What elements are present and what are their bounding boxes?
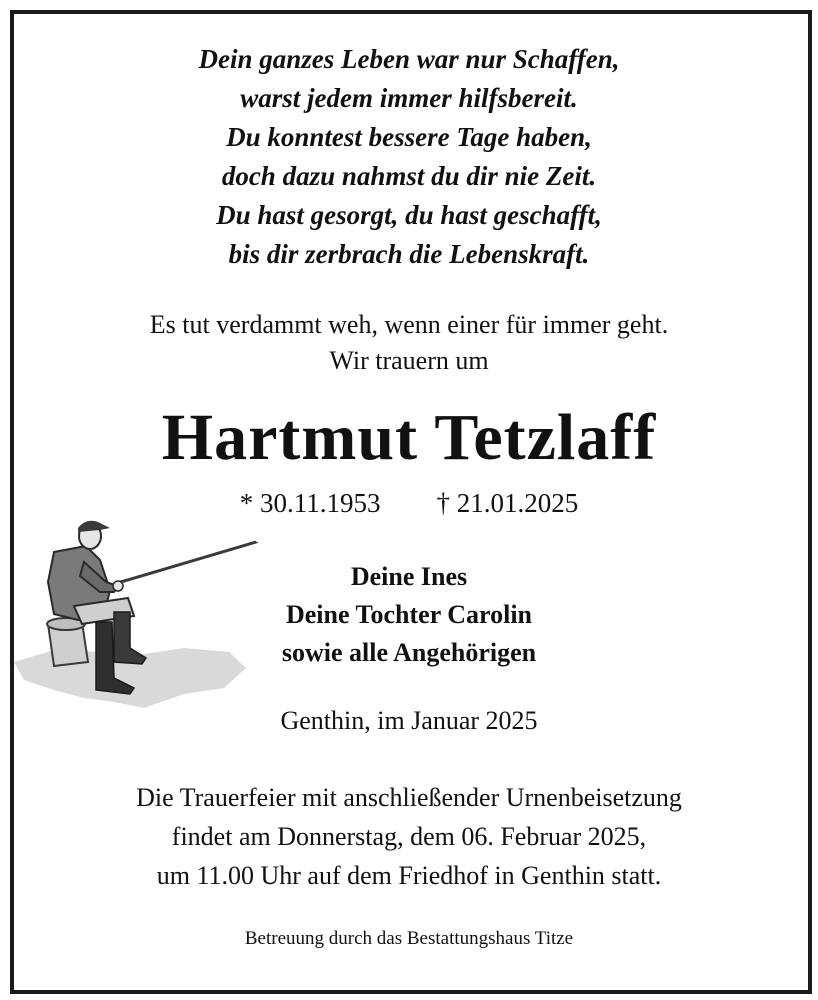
service-line: Die Trauerfeier mit anschließender Urnenbeisetzung <box>136 783 682 812</box>
mourner-line: Deine Tochter Carolin <box>285 600 533 629</box>
poem-line: bis dir zerbrach die Lebenskraft. <box>228 239 590 269</box>
poem-line: warst jedem immer hilfsbereit. <box>240 83 578 113</box>
birth-date: * 30.11.1953 <box>239 488 381 518</box>
service-line: findet am Donnerstag, dem 06. Februar 2025, <box>171 822 647 851</box>
intro-line-1: Es tut verdammt weh, wenn einer für immer geht. <box>149 310 669 339</box>
poem-line: Du hast gesorgt, du hast geschafft, <box>216 200 602 230</box>
funeral-home-credit: Betreuung durch das Bestattungshaus Titze <box>244 928 574 949</box>
poem-line: Dein ganzes Leben war nur Schaffen, <box>198 44 620 74</box>
mourner-line: Deine Ines <box>350 562 468 591</box>
intro-line-2: Wir trauern um <box>329 346 489 375</box>
intro-text <box>0 307 818 379</box>
service-line: um 11.00 Uhr auf dem Friedhof in Genthin statt. <box>156 861 662 890</box>
funeral-service-info <box>0 778 818 895</box>
deceased-name: Hartmut Tetzlaff <box>161 401 657 474</box>
poem-line: Du konntest bessere Tage haben, <box>226 122 592 152</box>
poem-line: doch dazu nahmst du dir nie Zeit. <box>221 161 597 191</box>
mourner-line: sowie alle Angehörigen <box>281 638 537 667</box>
poem <box>0 40 818 274</box>
mourners <box>200 558 618 672</box>
death-date: † 21.01.2025 <box>436 488 579 518</box>
place-date: Genthin, im Januar 2025 <box>280 706 538 735</box>
